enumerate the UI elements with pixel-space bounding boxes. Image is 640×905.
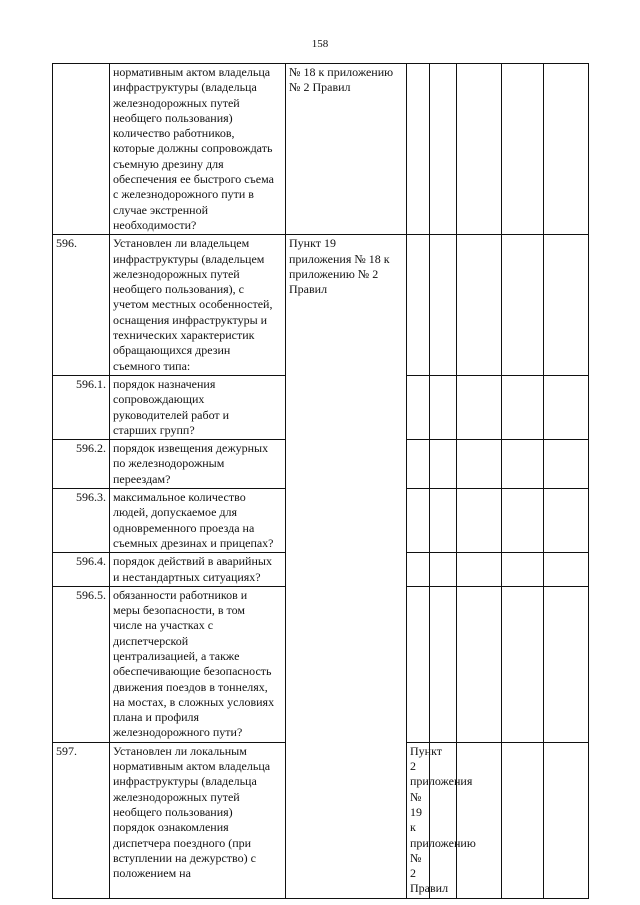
empty-cell [407,586,430,742]
item-number: 596.4. [53,553,110,587]
empty-cell [502,553,544,587]
item-number: 596.3. [53,489,110,553]
empty-cell [502,489,544,553]
item-number [53,64,110,235]
empty-cell [407,553,430,587]
item-number: 596. [53,235,110,376]
empty-cell [407,235,430,376]
empty-cell [430,440,457,489]
reference-text: № 18 к приложению № 2 Правил [286,64,407,235]
empty-cell [407,375,430,439]
empty-cell [544,553,589,587]
empty-cell [544,235,589,376]
empty-cell [544,440,589,489]
question-text: порядок назначения сопровождающих руководителей работ и старших групп? [110,375,286,439]
item-number: 596.2. [53,440,110,489]
question-text: Установлен ли владельцем инфраструктуры (владельцем железнодорожных путей необщего пользования), с учетом местных особенностей, оснащения инфраструктуры и технических характеристик обращающихся дрезин съемного типа: [110,235,286,376]
empty-cell [430,489,457,553]
page-number: 158 [311,38,329,50]
item-number: 597. [53,742,110,898]
empty-cell [502,440,544,489]
question-text: Установлен ли локальным нормативным актом владельца инфраструктуры (владельца железнодорожных путей необщего пользования) порядок ознакомления диспетчера поездного (при вступлении на дежурство) с положением на [110,742,286,898]
item-number: 596.5. [53,586,110,742]
question-text: нормативным актом владельца инфраструктуры (владельца железнодорожных путей необщего пользования) количество работников, которые должны сопровождать съемную дрезину для обеспечения ее быстрого съема с железнодорожного пути в случае экстренной необходимости? [110,64,286,235]
checklist-table [52,63,589,899]
empty-cell [430,64,457,235]
empty-cell [430,586,457,742]
empty-cell [502,64,544,235]
empty-cell [407,440,430,489]
empty-cell [457,742,502,898]
empty-cell [457,375,502,439]
empty-cell [430,742,457,898]
empty-cell [457,440,502,489]
empty-cell [457,489,502,553]
empty-cell [502,375,544,439]
empty-cell [407,489,430,553]
empty-cell [544,586,589,742]
table-row [53,64,589,235]
question-text: порядок действий в аварийных и нестандартных ситуациях? [110,553,286,587]
reference-text: Пункт 2 приложения № 19 к приложению № 2 Правил [407,742,430,898]
reference-text: Пункт 19 приложения № 18 к приложению № 2 Правил [286,235,407,898]
empty-cell [457,64,502,235]
empty-cell [544,64,589,235]
empty-cell [457,553,502,587]
question-text: порядок извещения дежурных по железнодорожным переездам? [110,440,286,489]
empty-cell [502,586,544,742]
empty-cell [430,235,457,376]
empty-cell [502,235,544,376]
empty-cell [544,742,589,898]
question-text: максимальное количество людей, допускаемое для одновременного проезда на съемных дрезинах и прицепах? [110,489,286,553]
table-row [53,235,589,376]
empty-cell [430,375,457,439]
empty-cell [457,586,502,742]
empty-cell [544,375,589,439]
item-number: 596.1. [53,375,110,439]
empty-cell [430,553,457,587]
empty-cell [407,64,430,235]
empty-cell [502,742,544,898]
question-text: обязанности работников и меры безопасности, в том числе на участках с диспетчерской централизацией, а также обеспечивающие безопасность движения поездов в тоннелях, на мостах, в сложных условиях плана и профиля железнодорожного пути? [110,586,286,742]
empty-cell [544,489,589,553]
empty-cell [457,235,502,376]
